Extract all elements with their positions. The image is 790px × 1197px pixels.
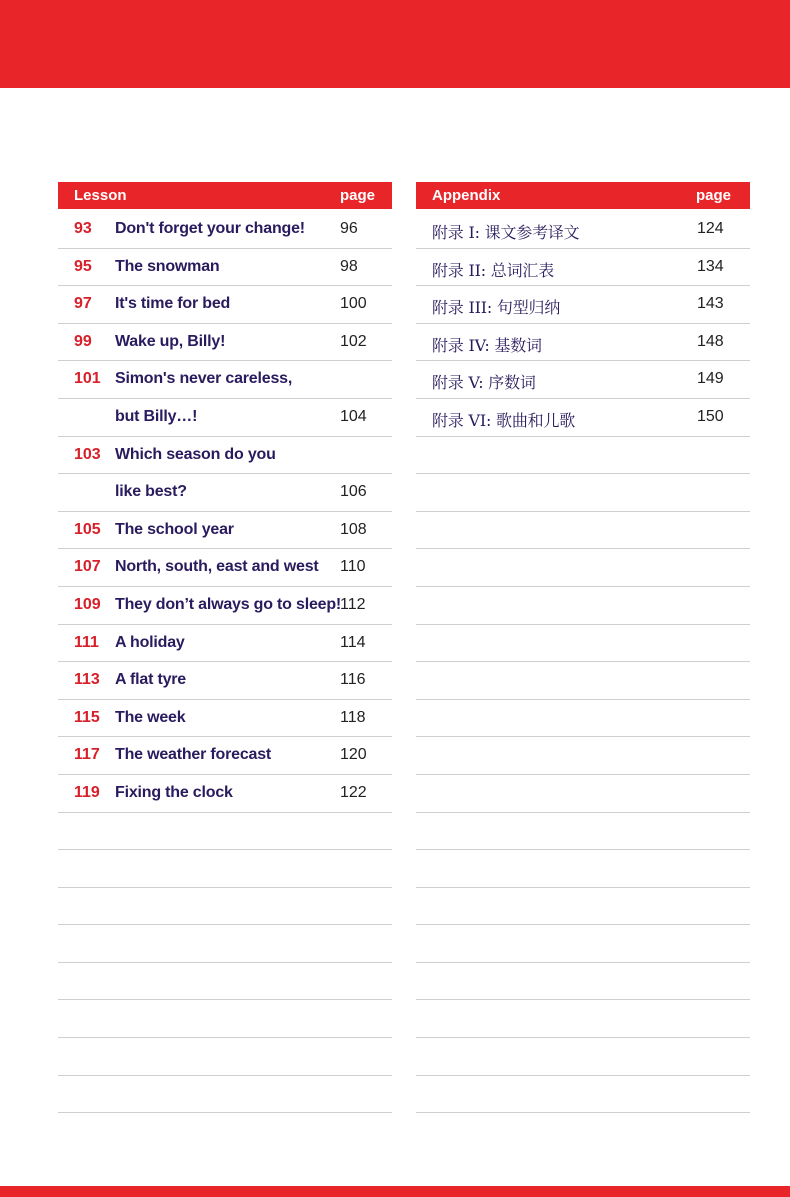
appendix-row bbox=[416, 625, 750, 663]
lesson-row bbox=[58, 1000, 392, 1038]
appendix-row bbox=[416, 324, 750, 362]
lessons-table bbox=[58, 182, 392, 1113]
lesson-title: Wake up, Billy! bbox=[115, 332, 226, 350]
lesson-page: 98 bbox=[340, 257, 358, 275]
appendix-row bbox=[416, 850, 750, 888]
lesson-page: 100 bbox=[340, 295, 367, 313]
lesson-title: They don’t always go to sleep! bbox=[115, 595, 342, 613]
lesson-page: 106 bbox=[340, 483, 367, 501]
lesson-title: The snowman bbox=[115, 257, 220, 275]
lesson-title: Which season do you bbox=[115, 445, 276, 463]
appendix-page: 149 bbox=[697, 370, 724, 388]
lesson-number: 93 bbox=[74, 220, 92, 237]
appendix-row bbox=[416, 813, 750, 851]
lesson-row bbox=[58, 888, 392, 926]
lesson-title: Simon's never careless, bbox=[115, 370, 293, 388]
appendix-row bbox=[416, 437, 750, 475]
appendix-rows bbox=[416, 211, 750, 1113]
lesson-row bbox=[58, 211, 392, 249]
lesson-page: 112 bbox=[340, 595, 366, 613]
lesson-title: A flat tyre bbox=[115, 671, 187, 689]
lesson-row bbox=[58, 549, 392, 587]
appendix-row bbox=[416, 925, 750, 963]
appendix-row bbox=[416, 963, 750, 1001]
appendix-row bbox=[416, 662, 750, 700]
lesson-row bbox=[58, 361, 392, 399]
lesson-number: 103 bbox=[74, 445, 101, 463]
appendix-title: 附录 I: 课文参考译文 bbox=[432, 223, 580, 242]
lesson-row bbox=[58, 512, 392, 550]
lesson-number: 113 bbox=[74, 671, 100, 689]
lesson-row bbox=[58, 625, 392, 663]
lesson-row bbox=[58, 437, 392, 475]
lesson-page: 96 bbox=[340, 220, 358, 237]
lesson-page: 108 bbox=[340, 520, 367, 538]
appendix-row bbox=[416, 1038, 750, 1076]
lessons-header-page: page bbox=[340, 187, 376, 204]
lesson-page: 120 bbox=[340, 746, 367, 764]
lesson-row bbox=[58, 587, 392, 625]
lesson-row bbox=[58, 813, 392, 851]
lesson-row bbox=[58, 1076, 392, 1114]
bottom-red-band bbox=[0, 1186, 790, 1197]
appendix-page: 150 bbox=[697, 407, 724, 425]
lessons-header-title: Lesson bbox=[74, 187, 127, 204]
lesson-title: like best? bbox=[115, 483, 187, 501]
appendix-row bbox=[416, 888, 750, 926]
appendix-row bbox=[416, 211, 750, 249]
appendix-row bbox=[416, 700, 750, 738]
appendix-title: 附录 IV: 基数词 bbox=[432, 335, 542, 355]
lesson-number: 95 bbox=[74, 257, 92, 275]
appendix-row bbox=[416, 249, 750, 287]
lesson-number: 119 bbox=[74, 783, 100, 801]
lesson-row bbox=[58, 925, 392, 963]
appendix-row bbox=[416, 474, 750, 512]
lesson-page: 114 bbox=[340, 633, 366, 651]
lesson-number: 101 bbox=[74, 370, 101, 388]
appendix-row bbox=[416, 775, 750, 813]
lesson-title: Don't forget your change! bbox=[115, 220, 305, 237]
appendix-row bbox=[416, 1000, 750, 1038]
appendix-row bbox=[416, 1076, 750, 1114]
lesson-title: The school year bbox=[115, 520, 234, 538]
appendix-page: 148 bbox=[697, 332, 724, 350]
lesson-page: 122 bbox=[340, 783, 367, 801]
lesson-row bbox=[58, 324, 392, 362]
lesson-page: 110 bbox=[340, 558, 366, 576]
lesson-title: It's time for bed bbox=[115, 295, 231, 313]
lesson-row bbox=[58, 737, 392, 775]
lesson-row bbox=[58, 850, 392, 888]
lesson-row bbox=[58, 399, 392, 437]
appendix-table-header bbox=[416, 182, 750, 209]
lesson-row bbox=[58, 963, 392, 1001]
top-red-band bbox=[0, 0, 790, 88]
lesson-row bbox=[58, 700, 392, 738]
lesson-number: 115 bbox=[74, 708, 100, 726]
lesson-page: 116 bbox=[340, 671, 366, 689]
lesson-number: 117 bbox=[74, 746, 100, 764]
lesson-row bbox=[58, 662, 392, 700]
lesson-title: but Billy…! bbox=[115, 407, 198, 425]
appendix-page: 134 bbox=[697, 257, 724, 275]
lesson-row bbox=[58, 286, 392, 324]
appendix-row bbox=[416, 587, 750, 625]
lesson-number: 109 bbox=[74, 595, 101, 613]
lesson-page: 102 bbox=[340, 332, 367, 350]
lessons-table-header bbox=[58, 182, 392, 209]
appendix-title: 附录 VI: 歌曲和儿歌 bbox=[432, 410, 576, 430]
lesson-title: The weather forecast bbox=[115, 746, 272, 764]
lesson-number: 97 bbox=[74, 295, 92, 313]
lesson-row bbox=[58, 249, 392, 287]
appendix-title: 附录 II: 总词汇表 bbox=[432, 260, 555, 280]
appendix-row bbox=[416, 361, 750, 399]
lesson-title: North, south, east and west bbox=[115, 558, 319, 576]
appendix-row bbox=[416, 737, 750, 775]
appendix-row bbox=[416, 286, 750, 324]
lesson-title: The week bbox=[115, 708, 186, 726]
lesson-title: Fixing the clock bbox=[115, 783, 233, 801]
appendix-row bbox=[416, 549, 750, 587]
lessons-rows bbox=[58, 211, 392, 1113]
appendix-header-page: page bbox=[696, 187, 732, 204]
lesson-row bbox=[58, 775, 392, 813]
appendix-page: 124 bbox=[697, 220, 724, 237]
appendix-row bbox=[416, 512, 750, 550]
appendix-row bbox=[416, 399, 750, 437]
appendix-title: 附录 III: 句型归纳 bbox=[432, 298, 561, 318]
lesson-number: 105 bbox=[74, 520, 101, 538]
lesson-row bbox=[58, 1038, 392, 1076]
appendix-header-title: Appendix bbox=[432, 187, 501, 204]
lesson-title: A holiday bbox=[115, 633, 185, 651]
appendix-title: 附录 V: 序数词 bbox=[432, 373, 536, 393]
lesson-number: 99 bbox=[74, 332, 92, 350]
appendix-table bbox=[416, 182, 750, 1113]
lesson-page: 118 bbox=[340, 708, 366, 726]
lesson-row bbox=[58, 474, 392, 512]
lesson-number: 107 bbox=[74, 558, 101, 576]
lesson-number: 111 bbox=[74, 633, 99, 651]
appendix-page: 143 bbox=[697, 295, 724, 313]
lesson-page: 104 bbox=[340, 407, 367, 425]
